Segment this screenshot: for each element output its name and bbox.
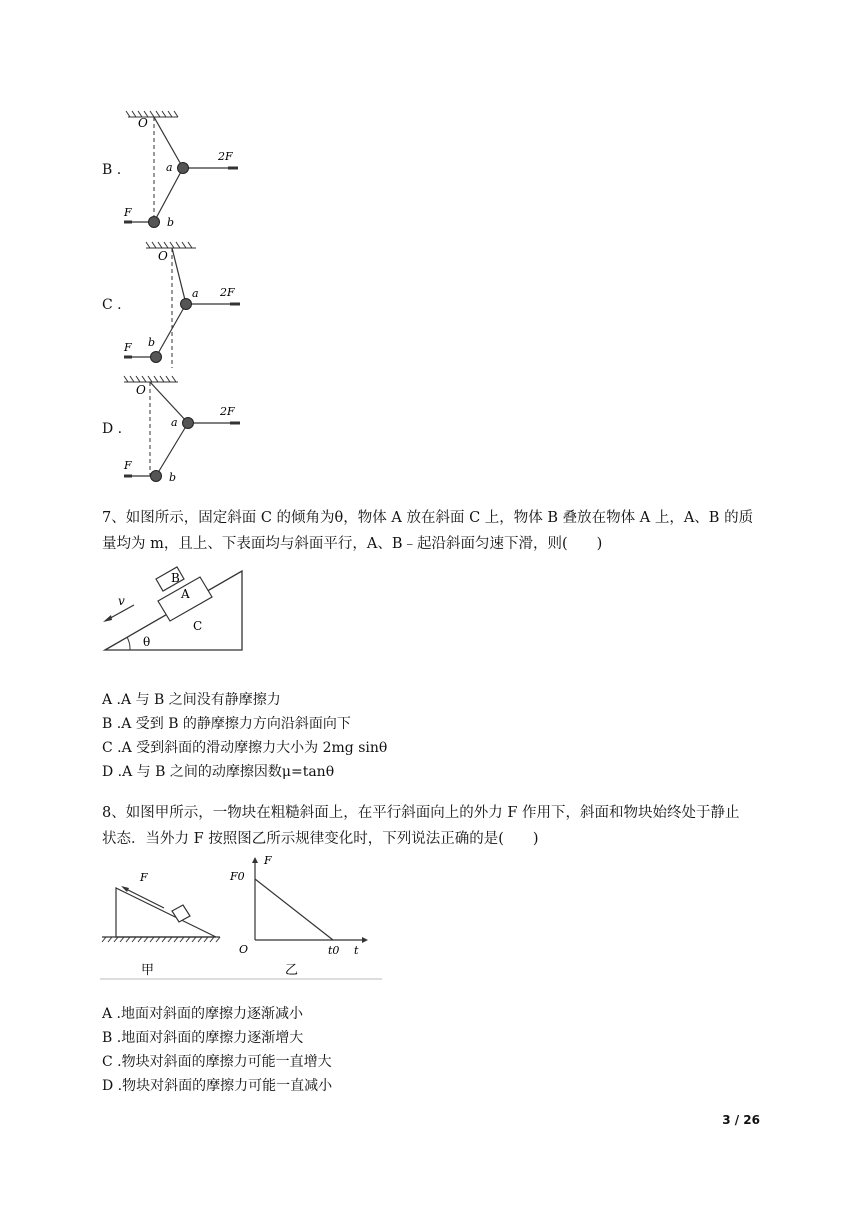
question-7-text [102, 505, 782, 557]
choice-a[interactable]: A .A 与 B 之间没有静摩擦力 [102, 692, 281, 708]
question-8-choices [102, 1002, 332, 1098]
ball-a-label: a [192, 287, 199, 300]
choice-c[interactable]: C .A 受到斜面的滑动摩擦力大小为 2mg sinθ [102, 740, 388, 756]
choice-d[interactable]: D .物块对斜面的摩擦力可能一直减小 [102, 1078, 333, 1094]
option-c-label: C . [102, 297, 122, 313]
ball-b-label: b [169, 471, 177, 484]
force-f-label: F [140, 871, 148, 884]
point-o-label: O [158, 249, 168, 263]
angle-theta-label: θ [143, 635, 151, 649]
question-7-line-1: 7、如图所示，固定斜面 C 的倾角为θ，物体 A 放在斜面 C 上，物体 B 叠放在物体 A 上，A、B 的质 [102, 510, 754, 526]
option-d-figure [110, 373, 250, 493]
force-f-label: F [124, 459, 132, 472]
f0-label: F0 [230, 870, 245, 883]
ball-a-label: a [166, 161, 173, 174]
figure-jia-label: 甲 [141, 963, 155, 978]
force-2f-label: 2F [218, 150, 233, 163]
choice-a[interactable]: A .地面对斜面的摩擦力逐渐减小 [102, 1006, 304, 1022]
incline-c-label: C [193, 619, 203, 633]
force-2f-label: 2F [220, 405, 235, 418]
page-number: 3 / 26 [722, 1113, 760, 1127]
choice-b[interactable]: B .A 受到 B 的静摩擦力方向沿斜面向下 [102, 716, 351, 732]
block-b-label: B [171, 571, 180, 585]
option-b-label: B . [102, 162, 122, 178]
question-7-figure [100, 563, 250, 655]
point-o-label: O [138, 116, 148, 130]
t-axis-label: t [354, 944, 359, 957]
ball-a-label: a [171, 416, 178, 429]
question-7-line-2: 量均为 m，且上、下表面均与斜面平行，A、B﹣起沿斜面匀速下滑，则( ) [102, 536, 603, 552]
question-8-line-2: 状态．当外力 F 按照图乙所示规律变化时，下列说法正确的是( ) [102, 831, 539, 847]
block-a-label: A [181, 587, 190, 601]
question-8-line-1: 8、如图甲所示，一物块在粗糙斜面上，在平行斜面向上的外力 F 作用下，斜面和物块始终处于静止 [102, 805, 740, 821]
velocity-label: v [118, 594, 125, 608]
force-2f-label: 2F [220, 286, 235, 299]
question-8-text [102, 800, 782, 852]
point-o-label: O [136, 383, 146, 397]
force-f-label: F [124, 206, 132, 219]
option-b-figure [110, 105, 250, 235]
choice-c[interactable]: C .物块对斜面的摩擦力可能一直增大 [102, 1054, 332, 1070]
choice-d[interactable]: D .A 与 B 之间的动摩擦因数μ=tanθ [102, 764, 335, 780]
ball-b-label: b [148, 336, 156, 349]
choice-b[interactable]: B .地面对斜面的摩擦力逐渐增大 [102, 1030, 304, 1046]
option-c-figure [110, 240, 250, 370]
question-8-figure [100, 850, 385, 982]
force-f-label: F [124, 341, 132, 354]
origin-label: O [239, 943, 249, 956]
f-axis-label: F [264, 854, 272, 867]
ball-b-label: b [167, 216, 175, 229]
option-d-label: D . [102, 421, 123, 437]
question-7-choices [102, 688, 387, 784]
t0-label: t0 [328, 944, 340, 957]
figure-yi-label: 乙 [285, 963, 299, 978]
